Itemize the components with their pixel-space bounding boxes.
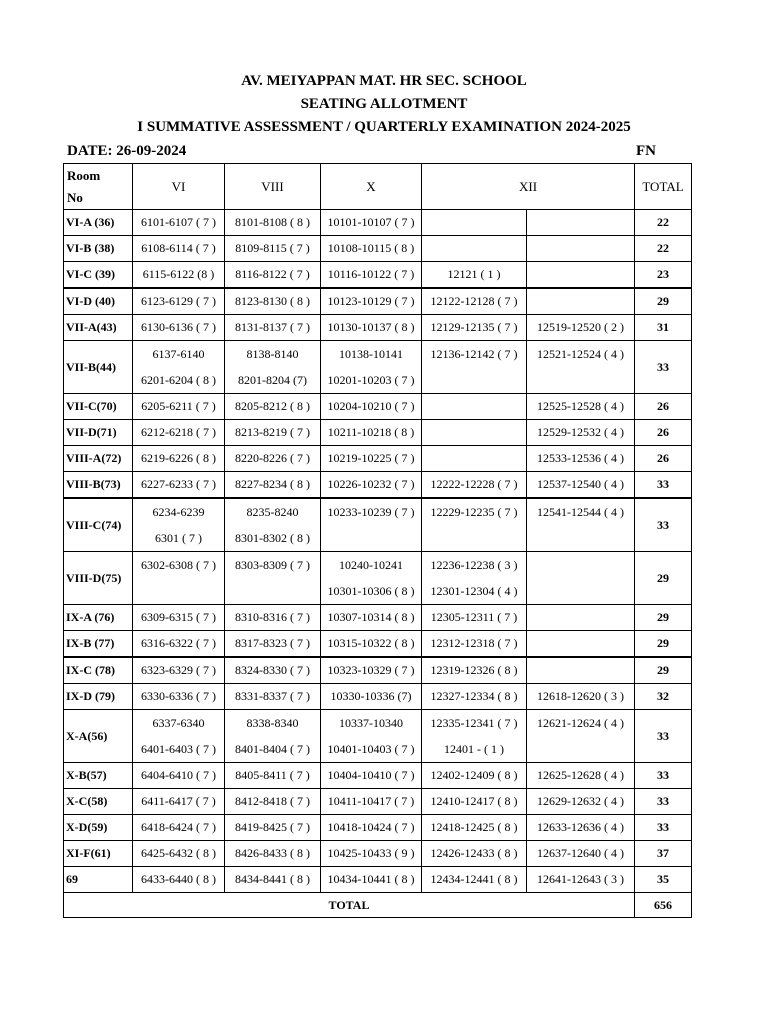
cell-line: 6201-6204 ( 8 ) (141, 373, 216, 387)
cell-xii-a: 12121 ( 1 ) (422, 262, 527, 289)
cell-vi: 6205-6211 ( 7 ) (133, 394, 225, 420)
cell-xii-a: 12410-12417 ( 8 ) (422, 789, 527, 815)
cell-vi: 6123-6129 ( 7 ) (133, 288, 225, 315)
cell-xii-a: 12434-12441 ( 8 ) (422, 867, 527, 893)
cell-line: 10201-10203 ( 7 ) (327, 373, 415, 387)
cell-xii-b: 12533-12536 ( 4 ) (527, 446, 635, 472)
cell-vi: 6404-6410 ( 7 ) (133, 763, 225, 789)
cell-line (225, 578, 320, 604)
cell-line: 6401-6403 ( 7 ) (141, 742, 216, 756)
cell-x: 10211-10218 ( 8 ) (321, 420, 422, 446)
table-header-row (64, 164, 692, 210)
column-header-xii: XII (422, 164, 635, 210)
cell-vi (133, 552, 225, 605)
room-total: 26 (635, 394, 692, 420)
table-body (64, 210, 692, 893)
cell-viii: 8109-8115 ( 7 ) (225, 236, 321, 262)
cell-viii (225, 710, 321, 763)
table-row (64, 763, 692, 789)
cell-x: 10307-10314 ( 8 ) (321, 605, 422, 631)
room-total: 35 (635, 867, 692, 893)
cell-xii-a (422, 420, 527, 446)
cell-vi: 6219-6226 ( 8 ) (133, 446, 225, 472)
cell-xii-b (527, 710, 635, 763)
cell-vi: 6330-6336 ( 7 ) (133, 684, 225, 710)
cell-vi: 6418-6424 ( 7 ) (133, 815, 225, 841)
column-header-vi: VI (133, 164, 225, 210)
cell-line: 8303-8309 ( 7 ) (235, 558, 310, 572)
cell-line: 10233-10239 ( 7 ) (327, 505, 415, 519)
cell-viii: 8101-8108 ( 8 ) (225, 210, 321, 236)
cell-viii: 8213-8219 ( 7 ) (225, 420, 321, 446)
cell-xii-a (422, 236, 527, 262)
room-cell: VI-A (36) (64, 210, 133, 236)
cell-line: 8138-8140 (246, 347, 299, 361)
table-row (64, 288, 692, 315)
room-total: 29 (635, 288, 692, 315)
cell-line: 10337-10340 (339, 716, 403, 730)
cell-vi (133, 341, 225, 394)
exam-date: DATE: 26-09-2024 (67, 143, 187, 159)
cell-x (321, 552, 422, 605)
cell-line: 8338-8340 (246, 716, 299, 730)
cell-xii-b: 12618-12620 ( 3 ) (527, 684, 635, 710)
exam-title: I SUMMATIVE ASSESSMENT / QUARTERLY EXAMINATION 2024-2025 (137, 119, 631, 135)
room-cell: IX-D (79) (64, 684, 133, 710)
cell-vi: 6433-6440 ( 8 ) (133, 867, 225, 893)
cell-vi: 6309-6315 ( 7 ) (133, 605, 225, 631)
cell-xii-b: 12525-12528 ( 4 ) (527, 394, 635, 420)
room-total: 26 (635, 420, 692, 446)
table-row (64, 605, 692, 631)
cell-line: 12236-12238 ( 3 ) (430, 558, 518, 572)
cell-viii: 8131-8137 ( 7 ) (225, 315, 321, 341)
cell-line: 6234-6239 (152, 505, 205, 519)
column-header-viii: VIII (225, 164, 321, 210)
cell-line: 10401-10403 ( 7 ) (327, 742, 415, 756)
table-row (64, 394, 692, 420)
cell-line: 6337-6340 (152, 716, 205, 730)
room-total: 33 (635, 789, 692, 815)
room-total: 29 (635, 605, 692, 631)
cell-viii: 8220-8226 ( 7 ) (225, 446, 321, 472)
cell-line: 12521-12524 ( 4 ) (537, 347, 624, 361)
table-row (64, 210, 692, 236)
room-total: 33 (635, 472, 692, 499)
cell-vi: 6227-6233 ( 7 ) (133, 472, 225, 499)
cell-xii-b: 12633-12636 ( 4 ) (527, 815, 635, 841)
room-total: 29 (635, 552, 692, 605)
cell-line: 12401 - ( 1 ) (444, 742, 504, 756)
cell-xii-a (422, 710, 527, 763)
table-row (64, 789, 692, 815)
cell-xii-a: 12312-12318 ( 7 ) (422, 631, 527, 658)
table-row (64, 657, 692, 684)
room-cell: VIII-B(73) (64, 472, 133, 499)
table-row (64, 710, 692, 763)
cell-x (321, 710, 422, 763)
table-row (64, 341, 692, 394)
cell-xii-a: 12122-12128 ( 7 ) (422, 288, 527, 315)
room-total: 31 (635, 315, 692, 341)
room-total: 29 (635, 631, 692, 658)
cell-xii-a: 12426-12433 ( 8 ) (422, 841, 527, 867)
cell-line: 8235-8240 (246, 505, 299, 519)
room-cell: VI-D (40) (64, 288, 133, 315)
footer-total-label: TOTAL (64, 893, 635, 918)
table-row (64, 262, 692, 289)
cell-line (527, 736, 634, 762)
room-cell: VI-C (39) (64, 262, 133, 289)
room-cell: IX-A (76) (64, 605, 133, 631)
room-cell: X-B(57) (64, 763, 133, 789)
cell-vi: 6411-6417 ( 7 ) (133, 789, 225, 815)
table-row (64, 315, 692, 341)
cell-xii-a: 12418-12425 ( 8 ) (422, 815, 527, 841)
room-total: 22 (635, 210, 692, 236)
room-cell: 69 (64, 867, 133, 893)
cell-line (527, 367, 634, 393)
cell-line: 10240-10241 (339, 558, 403, 572)
column-header-x: X (321, 164, 422, 210)
cell-xii-b: 12629-12632 ( 4 ) (527, 789, 635, 815)
cell-x: 10418-10424 ( 7 ) (321, 815, 422, 841)
table-row (64, 841, 692, 867)
cell-viii: 8205-8212 ( 8 ) (225, 394, 321, 420)
cell-x: 10226-10232 ( 7 ) (321, 472, 422, 499)
room-cell: IX-C (78) (64, 657, 133, 684)
cell-x: 10108-10115 ( 8 ) (321, 236, 422, 262)
cell-xii-b: 12637-12640 ( 4 ) (527, 841, 635, 867)
cell-line: 12229-12235 ( 7 ) (430, 505, 518, 519)
cell-xii-b (527, 605, 635, 631)
cell-viii (225, 498, 321, 552)
room-cell: XI-F(61) (64, 841, 133, 867)
room-cell: VII-B(44) (64, 341, 133, 394)
cell-x: 10434-10441 ( 8 ) (321, 867, 422, 893)
cell-xii-b: 12537-12540 ( 4 ) (527, 472, 635, 499)
session-label: FN (636, 143, 656, 159)
cell-line (422, 367, 526, 393)
cell-viii: 8405-8411 ( 7 ) (225, 763, 321, 789)
room-total: 33 (635, 341, 692, 394)
school-name: AV. MEIYAPPAN MAT. HR SEC. SCHOOL (241, 73, 527, 89)
cell-x: 10330-10336 (7) (321, 684, 422, 710)
room-total: 29 (635, 657, 692, 684)
cell-x: 10219-10225 ( 7 ) (321, 446, 422, 472)
table-row (64, 446, 692, 472)
cell-xii-b: 12519-12520 ( 2 ) (527, 315, 635, 341)
table-row (64, 815, 692, 841)
cell-xii-a: 12222-12228 ( 7 ) (422, 472, 527, 499)
cell-xii-a (422, 498, 527, 552)
cell-vi: 6115-6122 (8 ) (133, 262, 225, 289)
table-row (64, 420, 692, 446)
room-total: 33 (635, 815, 692, 841)
cell-x: 10404-10410 ( 7 ) (321, 763, 422, 789)
room-cell: VIII-C(74) (64, 498, 133, 552)
cell-x: 10323-10329 ( 7 ) (321, 657, 422, 684)
cell-xii-a (422, 341, 527, 394)
room-total: 23 (635, 262, 692, 289)
cell-xii-b: 12641-12643 ( 3 ) (527, 867, 635, 893)
cell-line (321, 525, 421, 551)
cell-x: 10204-10210 ( 7 ) (321, 394, 422, 420)
cell-x: 10411-10417 ( 7 ) (321, 789, 422, 815)
cell-xii-a: 12327-12334 ( 8 ) (422, 684, 527, 710)
cell-viii: 8419-8425 ( 7 ) (225, 815, 321, 841)
cell-xii-b (527, 631, 635, 658)
room-cell: VIII-D(75) (64, 552, 133, 605)
cell-viii: 8426-8433 ( 8 ) (225, 841, 321, 867)
cell-line: 10301-10306 ( 8 ) (327, 584, 415, 598)
cell-line: 12301-12304 ( 4 ) (430, 584, 518, 598)
cell-xii-a (422, 394, 527, 420)
cell-vi: 6425-6432 ( 8 ) (133, 841, 225, 867)
table-row (64, 472, 692, 499)
cell-vi (133, 498, 225, 552)
cell-xii-a (422, 210, 527, 236)
cell-viii: 8227-8234 ( 8 ) (225, 472, 321, 499)
cell-line: 12136-12142 ( 7 ) (430, 347, 518, 361)
table-row (64, 498, 692, 552)
cell-viii (225, 341, 321, 394)
cell-viii: 8116-8122 ( 7 ) (225, 262, 321, 289)
cell-xii-a (422, 552, 527, 605)
cell-xii-b (527, 498, 635, 552)
table-row (64, 552, 692, 605)
table-row (64, 867, 692, 893)
cell-viii: 8331-8337 ( 7 ) (225, 684, 321, 710)
column-header-room: Room No (64, 164, 133, 210)
table-row (64, 684, 692, 710)
cell-line (422, 525, 526, 551)
cell-vi: 6130-6136 ( 7 ) (133, 315, 225, 341)
cell-vi: 6108-6114 ( 7 ) (133, 236, 225, 262)
cell-x: 10130-10137 ( 8 ) (321, 315, 422, 341)
room-total: 22 (635, 236, 692, 262)
cell-x: 10315-10322 ( 8 ) (321, 631, 422, 658)
cell-line: 12335-12341 ( 7 ) (430, 716, 518, 730)
cell-xii-b: 12529-12532 ( 4 ) (527, 420, 635, 446)
room-cell: IX-B (77) (64, 631, 133, 658)
cell-line: 6302-6308 ( 7 ) (141, 558, 216, 572)
cell-xii-b (527, 552, 635, 605)
cell-x: 10101-10107 ( 7 ) (321, 210, 422, 236)
cell-xii-b (527, 657, 635, 684)
cell-x: 10123-10129 ( 7 ) (321, 288, 422, 315)
room-cell: X-D(59) (64, 815, 133, 841)
cell-xii-a: 12305-12311 ( 7 ) (422, 605, 527, 631)
cell-viii: 8123-8130 ( 8 ) (225, 288, 321, 315)
seating-table (63, 163, 692, 918)
cell-line: 6301 ( 7 ) (155, 531, 202, 545)
cell-xii-b: 12625-12628 ( 4 ) (527, 763, 635, 789)
cell-xii-a: 12129-12135 ( 7 ) (422, 315, 527, 341)
cell-line (133, 578, 224, 604)
cell-x: 10116-10122 ( 7 ) (321, 262, 422, 289)
cell-viii: 8310-8316 ( 7 ) (225, 605, 321, 631)
room-total: 37 (635, 841, 692, 867)
cell-x (321, 341, 422, 394)
cell-x (321, 498, 422, 552)
column-header-total: TOTAL (635, 164, 692, 210)
cell-vi: 6323-6329 ( 7 ) (133, 657, 225, 684)
cell-xii-a: 12402-12409 ( 8 ) (422, 763, 527, 789)
cell-xii-a (422, 446, 527, 472)
cell-xii-b (527, 210, 635, 236)
cell-viii: 8434-8441 ( 8 ) (225, 867, 321, 893)
cell-vi: 6212-6218 ( 7 ) (133, 420, 225, 446)
table-footer-row (64, 893, 692, 918)
room-cell: VII-C(70) (64, 394, 133, 420)
cell-line: 12621-12624 ( 4 ) (537, 716, 624, 730)
cell-xii-b (527, 341, 635, 394)
cell-xii-b (527, 288, 635, 315)
room-cell: VII-D(71) (64, 420, 133, 446)
room-total: 33 (635, 763, 692, 789)
room-total: 26 (635, 446, 692, 472)
cell-vi (133, 710, 225, 763)
cell-viii: 8317-8323 ( 7 ) (225, 631, 321, 658)
cell-line: 12541-12544 ( 4 ) (537, 505, 624, 519)
cell-line: 10138-10141 (339, 347, 403, 361)
cell-line (527, 525, 634, 551)
cell-xii-a: 12319-12326 ( 8 ) (422, 657, 527, 684)
cell-line: 8301-8302 ( 8 ) (235, 531, 310, 545)
room-total: 33 (635, 498, 692, 552)
cell-vi: 6316-6322 ( 7 ) (133, 631, 225, 658)
table-row (64, 236, 692, 262)
cell-line: 8201-8204 (7) (238, 373, 307, 387)
document-title: SEATING ALLOTMENT (300, 96, 468, 112)
cell-vi: 6101-6107 ( 7 ) (133, 210, 225, 236)
room-cell: VIII-A(72) (64, 446, 133, 472)
grand-total: 656 (635, 893, 692, 918)
table-row (64, 631, 692, 658)
cell-viii: 8324-8330 ( 7 ) (225, 657, 321, 684)
cell-viii (225, 552, 321, 605)
cell-xii-b (527, 236, 635, 262)
room-cell: X-C(58) (64, 789, 133, 815)
cell-x: 10425-10433 ( 9 ) (321, 841, 422, 867)
room-cell: VII-A(43) (64, 315, 133, 341)
cell-line: 8401-8404 ( 7 ) (235, 742, 310, 756)
cell-viii: 8412-8418 ( 7 ) (225, 789, 321, 815)
room-cell: VI-B (38) (64, 236, 133, 262)
room-total: 32 (635, 684, 692, 710)
room-cell: X-A(56) (64, 710, 133, 763)
cell-xii-b (527, 262, 635, 289)
cell-line: 6137-6140 (152, 347, 205, 361)
room-total: 33 (635, 710, 692, 763)
